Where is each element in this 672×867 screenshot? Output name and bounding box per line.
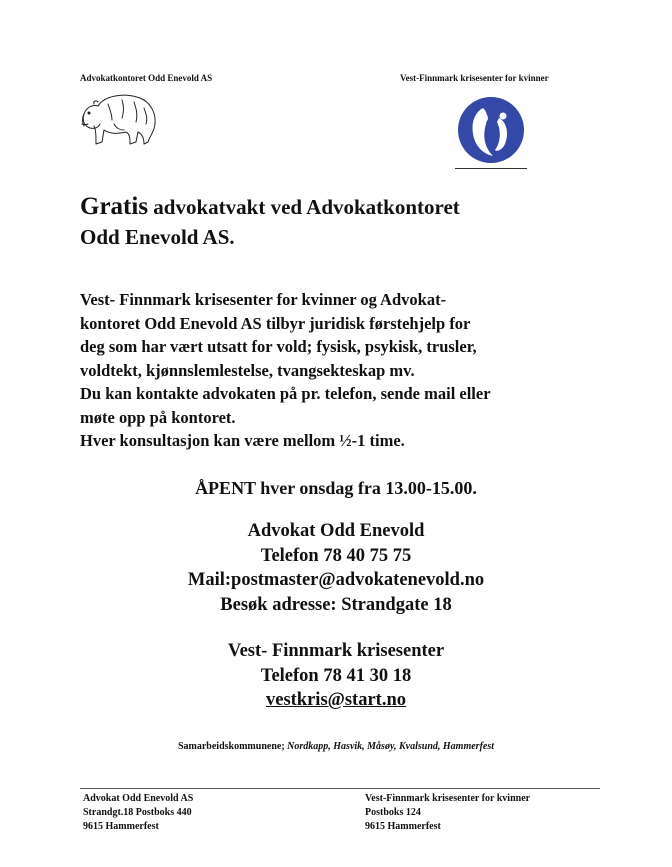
open-hours: ÅPENT hver onsdag fra 13.00-15.00. [195, 478, 477, 498]
partners-label: Samarbeidskommunene; [177, 741, 288, 752]
lawyer-contact [0, 519, 672, 617]
title-line2: Odd Enevold AS. [80, 225, 235, 249]
polar-bear-logo [78, 84, 160, 152]
intro-line: Hver konsultasjon kan være mellom ½-1 time. [80, 431, 405, 450]
page-title [80, 192, 640, 252]
shelter-phone: Telefon 78 41 30 18 [260, 665, 412, 686]
title-line1: advokatvakt ved Advokatkontoret [148, 195, 460, 219]
intro-line: kontoret Odd Enevold AS tilbyr juridisk førstehjelp for [80, 313, 471, 333]
shelter-name: Vest- Finnmark krisesenter [227, 641, 445, 661]
intro-line: voldtekt, kjønnslemlestelse, tvangsekteskap mv. [80, 360, 415, 380]
partner-municipalities [0, 741, 672, 752]
footer-line: Postboks 124 [365, 807, 421, 818]
footer-line: Advokat Odd Enevold AS [83, 793, 194, 804]
header-right-org: Vest-Finnmark krisesenter for kvinner [400, 73, 549, 83]
lawyer-mail: Mail:postmaster@advokatenevold.no [187, 570, 485, 590]
lawyer-name: Advokat Odd Enevold [247, 521, 425, 541]
title-emphasis: Gratis [80, 193, 149, 220]
intro-paragraph [80, 288, 640, 453]
footer-line: Vest-Finnmark krisesenter for kvinner [365, 793, 531, 804]
footer-right-address [365, 792, 530, 834]
logo-underline [455, 168, 527, 169]
footer-left-address [83, 792, 193, 834]
footer-line: Strandgt.18 Postboks 440 [83, 807, 192, 818]
footer-line: 9615 Hammerfest [365, 821, 441, 832]
intro-line: møte opp på kontoret. [80, 407, 236, 427]
shelter-email-link[interactable]: vestkris@start.no [265, 690, 406, 710]
partners-list: Nordkapp, Hasvik, Måsøy, Kvalsund, Hammerfest [287, 741, 495, 752]
lawyer-address: Besøk adresse: Strandgate 18 [220, 594, 452, 615]
intro-line: Vest- Finnmark krisesenter for kvinner og Advokat- [80, 290, 447, 309]
intro-line: Du kan kontakte advokaten på pr. telefon, sende mail eller [80, 384, 491, 403]
intro-line: deg som har vært utsatt for vold; fysisk, psykisk, trusler, [80, 337, 477, 356]
lawyer-phone: Telefon 78 40 75 75 [260, 545, 412, 566]
footer-line: 9615 Hammerfest [83, 821, 159, 832]
crisis-center-logo [455, 94, 527, 166]
header-left-org: Advokatkontoret Odd Enevold AS [80, 73, 213, 83]
shelter-contact [0, 639, 672, 713]
footer-divider [80, 788, 600, 789]
